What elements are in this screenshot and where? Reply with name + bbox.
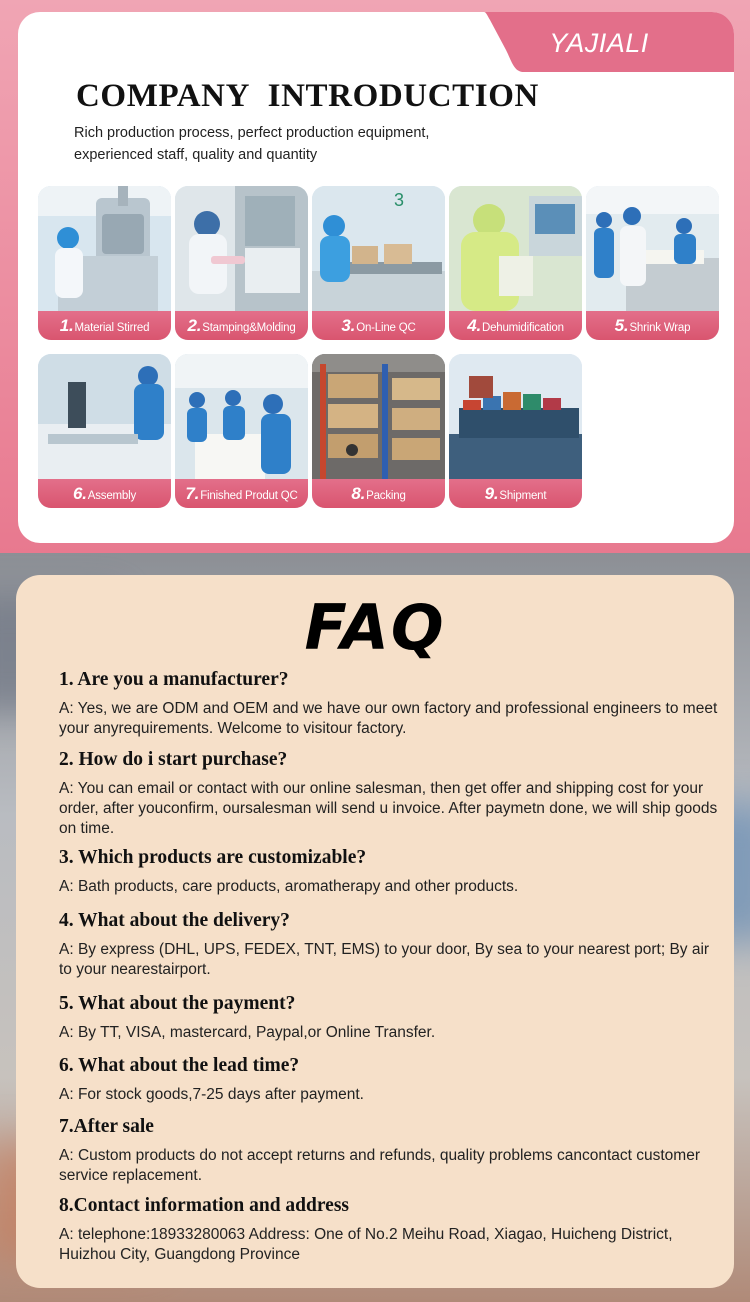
assembly-photo (38, 354, 171, 479)
faq-section (0, 553, 750, 1302)
shrink-wrap-photo (586, 186, 719, 311)
faq-answer: A: For stock goods,7-25 days after payment. (59, 1086, 364, 1103)
faq-answer: A: You can email or contact with our online salesman, then get offer and shipping cost for your order, after youconfirm, oursalesman will send u invoice. After paymetn done, we will ship goods on time. (59, 780, 718, 837)
packing-photo (312, 354, 445, 479)
process-tile-dehumidification (449, 186, 582, 340)
faq-question: 7.After sale (59, 1116, 154, 1137)
process-caption: 1.Material Stirred (38, 311, 171, 340)
process-caption: 5.Shrink Wrap (586, 311, 719, 340)
intro-title: COMPANY INTRODUCTION (76, 78, 539, 114)
stamping-molding-photo (175, 186, 308, 311)
faq-answer: A: Bath products, care products, aromatherapy and other products. (59, 878, 519, 895)
process-caption: 6.Assembly (38, 479, 171, 508)
faq-question: 6. What about the lead time? (59, 1055, 300, 1076)
online-qc-photo (312, 186, 445, 311)
brand-tab (484, 12, 734, 72)
process-tile-assembly (38, 354, 171, 508)
faq-question: 3. Which products are customizable? (59, 847, 367, 868)
faq-question: 1. Are you a manufacturer? (59, 669, 289, 690)
process-caption: 8.Packing (312, 479, 445, 508)
faq-answer: A: By express (DHL, UPS, FEDEX, TNT, EMS) to your door, By sea to your nearest port; By air to your nearestairport. (59, 941, 710, 978)
process-caption: 7.Finished Produt QC (175, 479, 308, 508)
intro-subtitle-line1: Rich production process, perfect production equipment, (74, 125, 430, 141)
process-caption: 4.Dehumidification (449, 311, 582, 340)
faq-question: 5. What about the payment? (59, 993, 296, 1014)
process-caption: 3.On-Line QC (312, 311, 445, 340)
faq-answer: A: Custom products do not accept returns and refunds, quality problems cancontact customer service replacement. (59, 1147, 700, 1184)
svg-text:3: 3 (394, 190, 405, 210)
process-caption: 2.Stamping&Molding (175, 311, 308, 340)
faq-answer: A: By TT, VISA, mastercard, Paypal,or Online Transfer. (59, 1024, 436, 1041)
faq-question: 8.Contact information and address (59, 1195, 349, 1216)
faq-card (16, 575, 734, 1288)
company-intro-section (0, 0, 750, 553)
process-tile-packing (312, 354, 445, 508)
process-caption: 9.Shipment (449, 479, 582, 508)
dehumidification-photo (449, 186, 582, 311)
finished-product-qc-photo (175, 354, 308, 479)
faq-answer: A: Yes, we are ODM and OEM and we have our own factory and professional engineers to meet your anyrequirements. Welcome to visitour factory. (59, 700, 718, 737)
material-stirred-photo (38, 186, 171, 311)
process-tile-shipment (449, 354, 582, 508)
process-tile-finished-product-qc (175, 354, 308, 508)
faq-question: 4. What about the delivery? (59, 910, 290, 931)
intro-subtitle-line2: experienced staff, quality and quantity (74, 147, 318, 163)
intro-subtitle (74, 122, 494, 166)
process-tile-online-qc (312, 186, 445, 340)
process-tile-shrink-wrap (586, 186, 719, 340)
company-intro-card (18, 12, 734, 543)
faq-question: 2. How do i start purchase? (59, 749, 288, 770)
process-tile-material-stirred (38, 186, 171, 340)
process-tile-stamping-molding (175, 186, 308, 340)
shipment-photo (449, 354, 582, 479)
brand-name: YAJIALI (549, 28, 649, 58)
faq-answer: A: telephone:18933280063 Address: One of No.2 Meihu Road, Xiagao, Huicheng District, Huizhou City, Guangdong Province (59, 1226, 673, 1263)
faq-title: FAQ (304, 591, 446, 664)
